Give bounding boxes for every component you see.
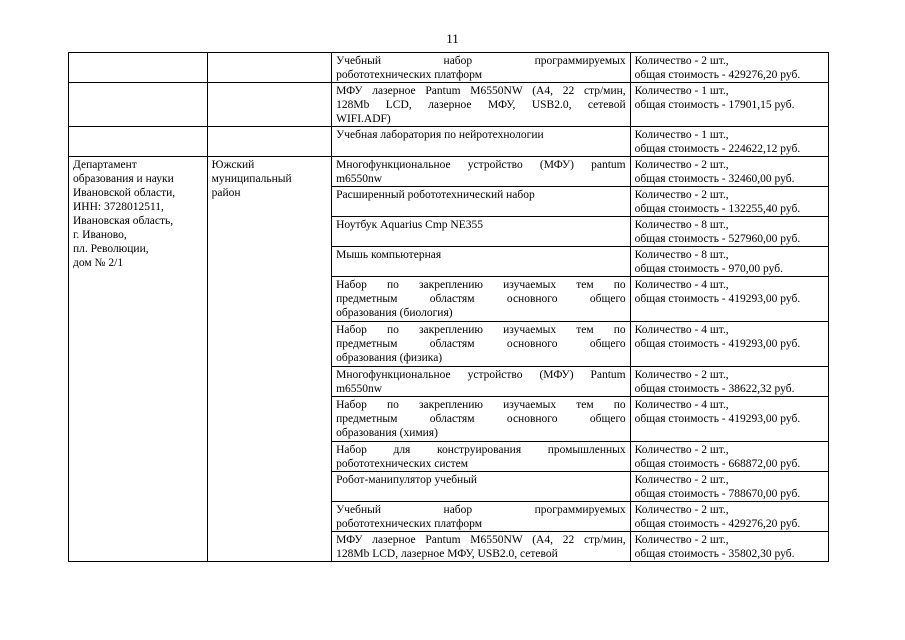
- text-line: Южский: [211, 159, 255, 171]
- text-line: образования и науки: [73, 173, 174, 185]
- total-cost-text: общая стоимость - 527960,00 руб.: [634, 233, 801, 245]
- total-cost-text: общая стоимость - 35802,30 руб.: [634, 548, 795, 560]
- item-name-cell: [332, 247, 631, 277]
- text-line: Набор по закреплению изучаемых тем по: [336, 399, 626, 411]
- quantity-cost-cell: [630, 187, 828, 217]
- text-line: Учебная лаборатория по нейротехнологии: [336, 129, 544, 141]
- item-name-cell: [332, 83, 631, 127]
- total-cost-text: общая стоимость - 970,00 руб.: [634, 263, 783, 275]
- quantity-text: Количество - 2 шт.,: [634, 444, 729, 456]
- item-name-cell: [332, 367, 631, 397]
- quantity-text: Количество - 2 шт.,: [634, 534, 729, 546]
- total-cost-text: общая стоимость - 419293,00 руб.: [634, 413, 801, 425]
- page-number: 11: [446, 31, 459, 46]
- text-line: предметным областям основного общего: [336, 338, 626, 350]
- quantity-text: Количество - 4 шт.,: [634, 399, 729, 411]
- quantity-text: Количество - 2 шт.,: [634, 55, 729, 67]
- quantity-cost-cell: [630, 157, 828, 187]
- organization-cell-empty: [69, 83, 208, 127]
- quantity-text: Количество - 2 шт.,: [634, 474, 729, 486]
- equipment-table: [68, 52, 829, 562]
- item-name-cell: [332, 217, 631, 247]
- district-cell: [207, 157, 331, 562]
- total-cost-text: общая стоимость - 38622,32 руб.: [634, 383, 795, 395]
- text-line: m6550nw: [336, 173, 383, 185]
- text-line: предметным областям основного общего: [336, 413, 626, 425]
- text-line: робототехнических систем: [336, 458, 468, 470]
- total-cost-text: общая стоимость - 224622,12 руб.: [634, 143, 801, 155]
- text-line: Ивановской области,: [73, 187, 176, 199]
- text-line: Робот-манипулятор учебный: [336, 474, 478, 486]
- text-line: m6550nw: [336, 383, 383, 395]
- quantity-cost-cell: [630, 83, 828, 127]
- text-line: Многофункциональное устройство (МФУ) Pantum: [336, 369, 626, 381]
- total-cost-text: общая стоимость - 32460,00 руб.: [634, 173, 795, 185]
- table-row: [69, 83, 829, 127]
- quantity-text: Количество - 2 шт.,: [634, 369, 729, 381]
- text-line: ИНН: 3728012511,: [73, 201, 164, 213]
- text-line: г. Иваново,: [73, 229, 127, 241]
- text-line: Многофункциональное устройство (МФУ) pantum: [336, 159, 626, 171]
- organization-cell: [69, 157, 208, 562]
- district-cell-empty: [207, 83, 331, 127]
- quantity-text: Количество - 8 шт.,: [634, 249, 729, 261]
- quantity-text: Количество - 4 шт.,: [634, 324, 729, 336]
- total-cost-text: общая стоимость - 17901,15 руб.: [634, 99, 795, 111]
- quantity-cost-cell: [630, 442, 828, 472]
- text-line: район: [211, 187, 241, 199]
- total-cost-text: общая стоимость - 788670,00 руб.: [634, 488, 801, 500]
- total-cost-text: общая стоимость - 429276,20 руб.: [634, 69, 801, 81]
- item-name-cell: [332, 442, 631, 472]
- quantity-text: Количество - 2 шт.,: [634, 189, 729, 201]
- item-name-cell: [332, 127, 631, 157]
- item-name-cell: [332, 322, 631, 367]
- text-line: муниципальный: [211, 173, 292, 185]
- text-line: 128Mb LCD, лазерное МФУ, USB2.0, сетевой: [336, 99, 626, 111]
- quantity-text: Количество - 2 шт.,: [634, 504, 729, 516]
- quantity-cost-cell: [630, 367, 828, 397]
- total-cost-text: общая стоимость - 419293,00 руб.: [634, 338, 801, 350]
- item-name-cell: [332, 502, 631, 532]
- quantity-cost-cell: [630, 532, 828, 562]
- district-cell-empty: [207, 127, 331, 157]
- district-cell-empty: [207, 53, 331, 83]
- quantity-cost-cell: [630, 247, 828, 277]
- text-line: образования (физика): [336, 352, 443, 364]
- organization-cell-empty: [69, 53, 208, 83]
- quantity-cost-cell: [630, 277, 828, 322]
- total-cost-text: общая стоимость - 419293,00 руб.: [634, 293, 801, 305]
- text-line: WIFI.ADF): [336, 113, 391, 125]
- quantity-cost-cell: [630, 322, 828, 367]
- text-line: робототехнических платформ: [336, 518, 482, 530]
- text-line: Департамент: [73, 159, 137, 171]
- text-line: Учебный набор программируемых: [336, 55, 626, 67]
- table-row: [69, 157, 829, 187]
- table-row: [69, 127, 829, 157]
- quantity-cost-cell: [630, 502, 828, 532]
- text-line: МФУ лазерное Pantum M6550NW (А4, 22 стр/мин,: [336, 85, 626, 97]
- text-line: Учебный набор программируемых: [336, 504, 626, 516]
- total-cost-text: общая стоимость - 132255,40 руб.: [634, 203, 801, 215]
- text-line: робототехнических платформ: [336, 69, 482, 81]
- total-cost-text: общая стоимость - 668872,00 руб.: [634, 458, 801, 470]
- item-name-cell: [332, 397, 631, 442]
- text-line: Набор по закреплению изучаемых тем по: [336, 279, 626, 291]
- text-line: предметным областям основного общего: [336, 293, 626, 305]
- text-line: 128Mb LCD, лазерное МФУ, USB2.0, сетевой: [336, 548, 558, 560]
- text-line: Набор по закреплению изучаемых тем по: [336, 324, 626, 336]
- item-name-cell: [332, 53, 631, 83]
- text-line: дом № 2/1: [73, 257, 124, 269]
- text-line: образования (химия): [336, 427, 438, 439]
- table-row: [69, 53, 829, 83]
- text-line: Ивановская область,: [73, 215, 174, 227]
- item-name-cell: [332, 157, 631, 187]
- quantity-cost-cell: [630, 217, 828, 247]
- quantity-cost-cell: [630, 397, 828, 442]
- quantity-cost-cell: [630, 472, 828, 502]
- text-line: Набор для конструирования промышленных: [336, 444, 626, 456]
- item-name-cell: [332, 277, 631, 322]
- item-name-cell: [332, 187, 631, 217]
- text-line: Ноутбук Aquarius Cmp NE355: [336, 219, 483, 231]
- text-line: МФУ лазерное Pantum M6550NW (А4, 22 стр/мин,: [336, 534, 626, 546]
- text-line: Расширенный робототехнический набор: [336, 189, 535, 201]
- total-cost-text: общая стоимость - 429276,20 руб.: [634, 518, 801, 530]
- text-line: образования (биология): [336, 307, 453, 319]
- quantity-text: Количество - 1 шт.,: [634, 129, 729, 141]
- quantity-text: Количество - 8 шт.,: [634, 219, 729, 231]
- quantity-cost-cell: [630, 53, 828, 83]
- text-line: пл. Революции,: [73, 243, 149, 255]
- quantity-text: Количество - 1 шт.,: [634, 85, 729, 97]
- text-line: Мышь компьютерная: [336, 249, 442, 261]
- quantity-text: Количество - 4 шт.,: [634, 279, 729, 291]
- quantity-text: Количество - 2 шт.,: [634, 159, 729, 171]
- item-name-cell: [332, 472, 631, 502]
- item-name-cell: [332, 532, 631, 562]
- quantity-cost-cell: [630, 127, 828, 157]
- organization-cell-empty: [69, 127, 208, 157]
